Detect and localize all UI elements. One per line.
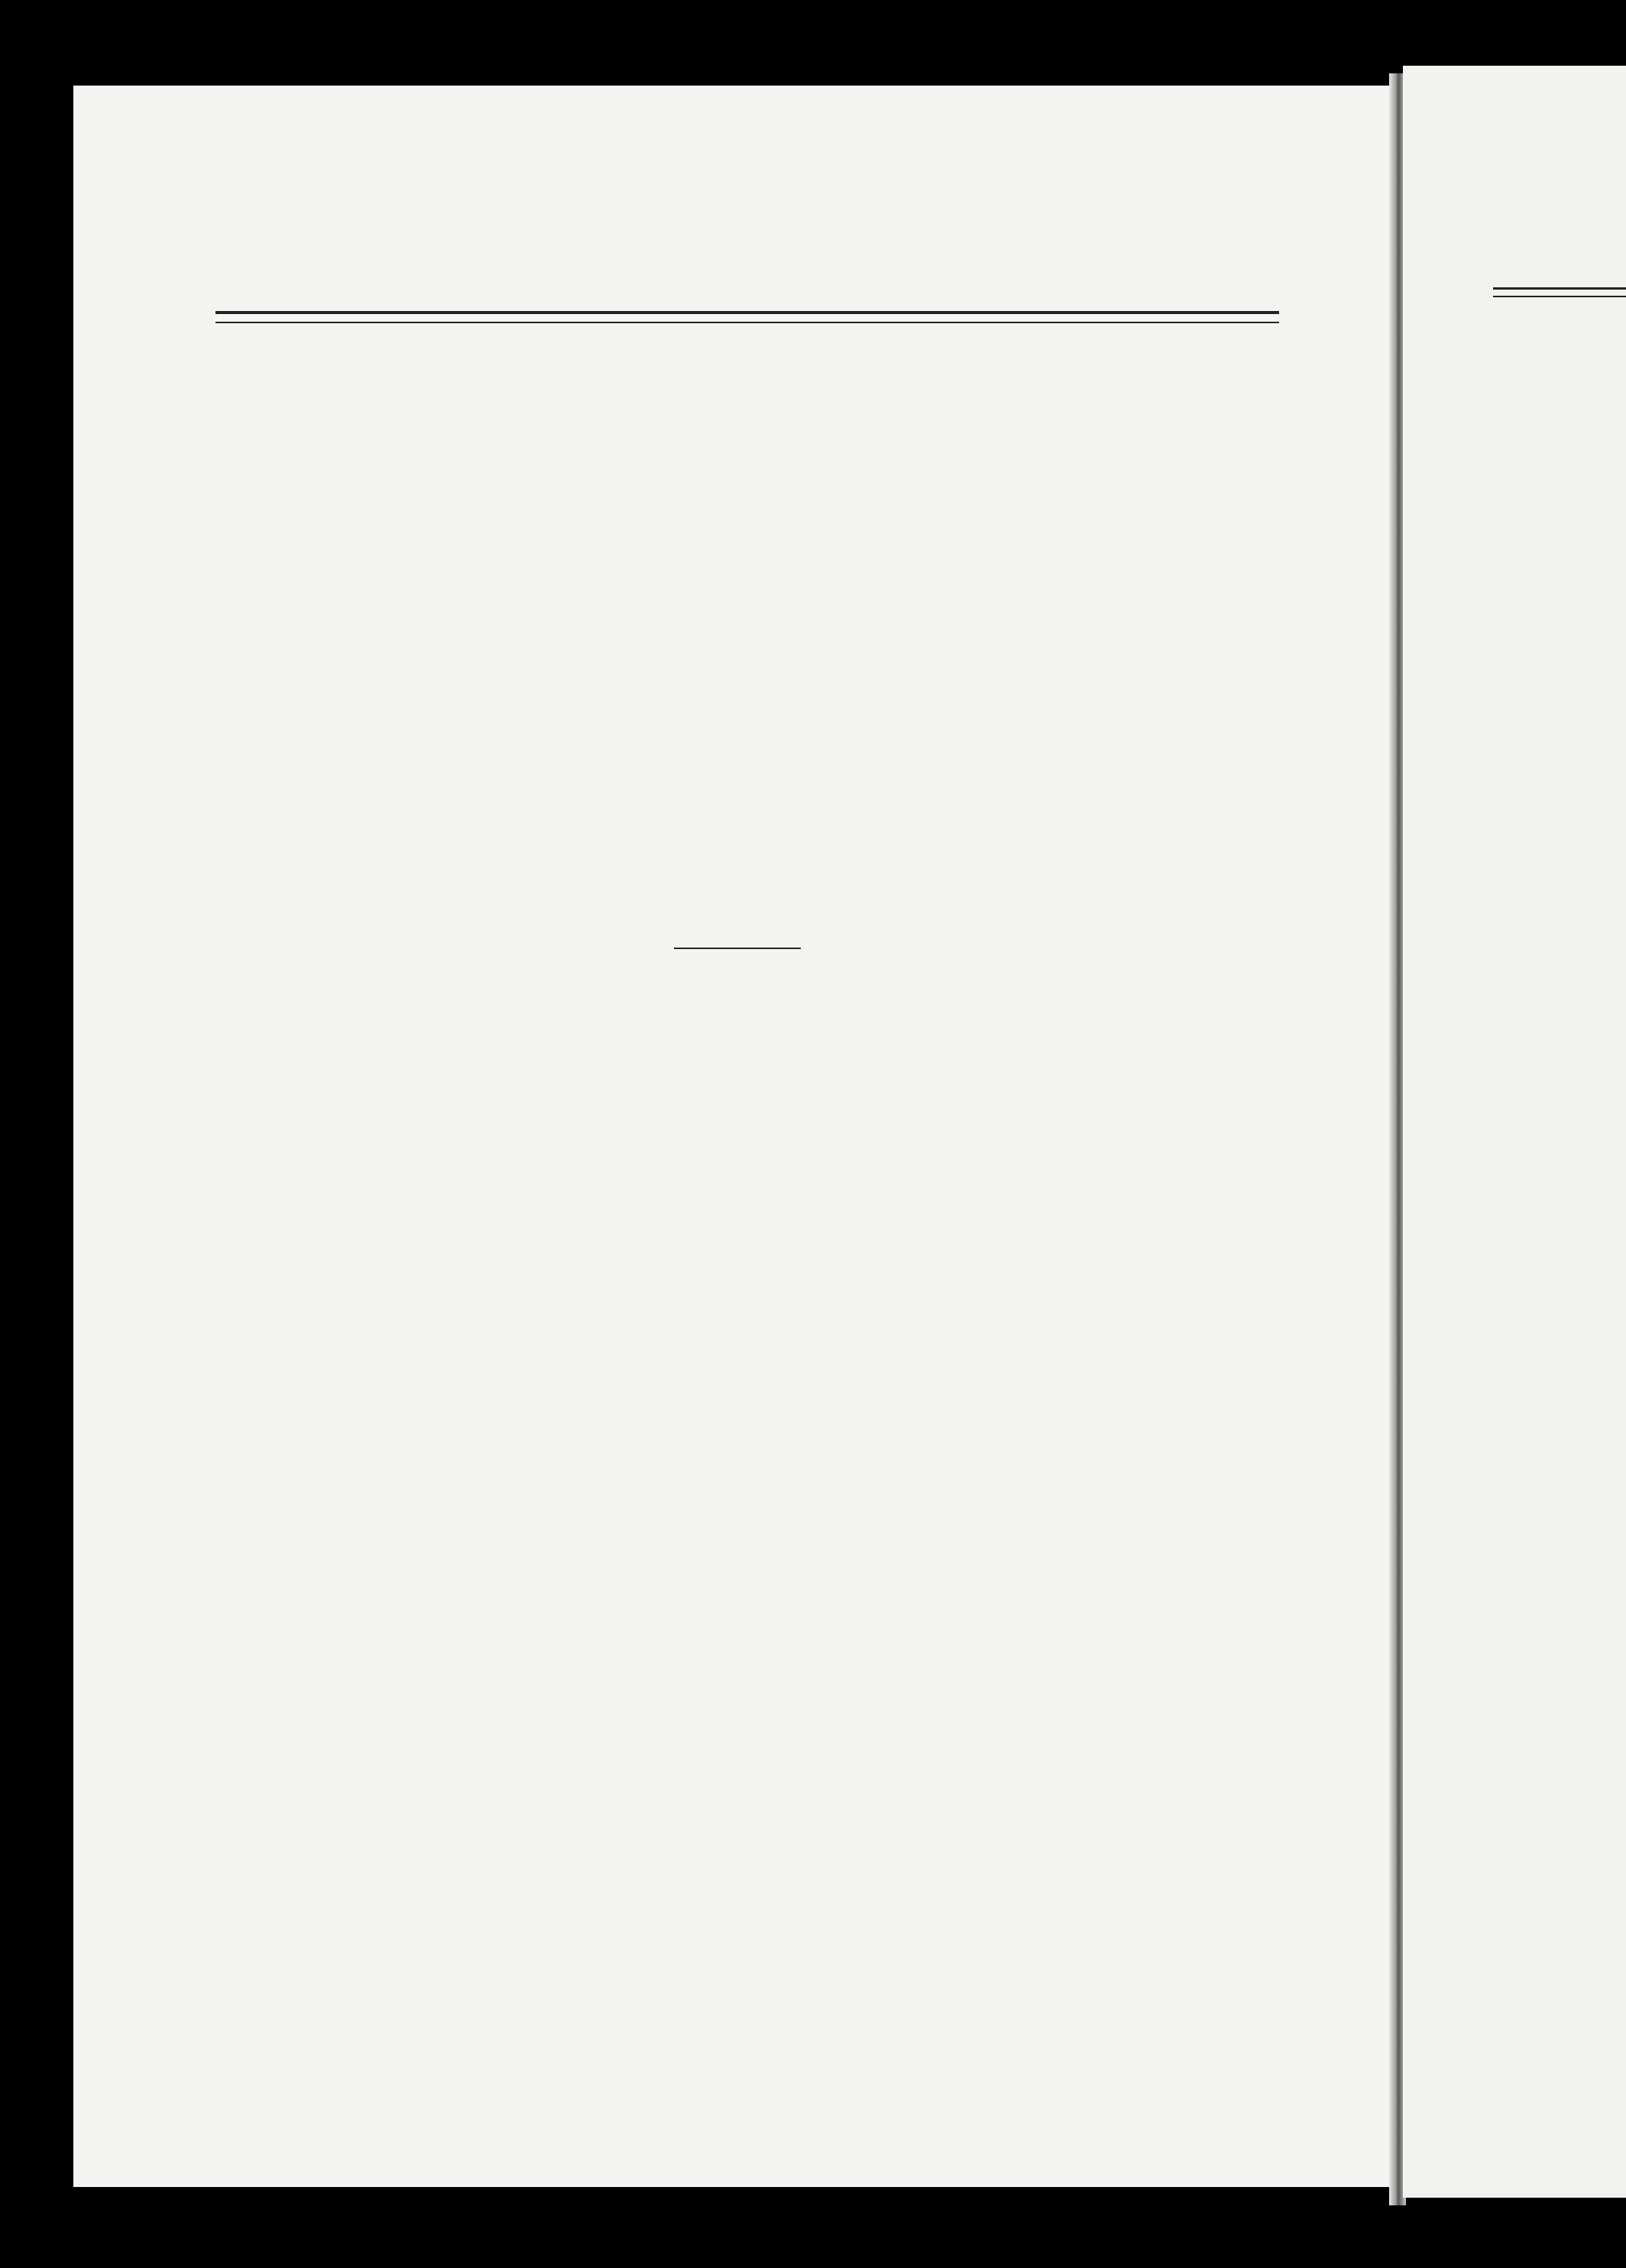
left-page (73, 86, 1403, 2187)
right-page-partial (1403, 66, 1626, 2198)
right-header-rule (1493, 287, 1626, 297)
section-divider (674, 948, 801, 949)
review-2 (215, 964, 1285, 986)
header-rule (215, 311, 1279, 323)
review-1 (215, 357, 1285, 387)
